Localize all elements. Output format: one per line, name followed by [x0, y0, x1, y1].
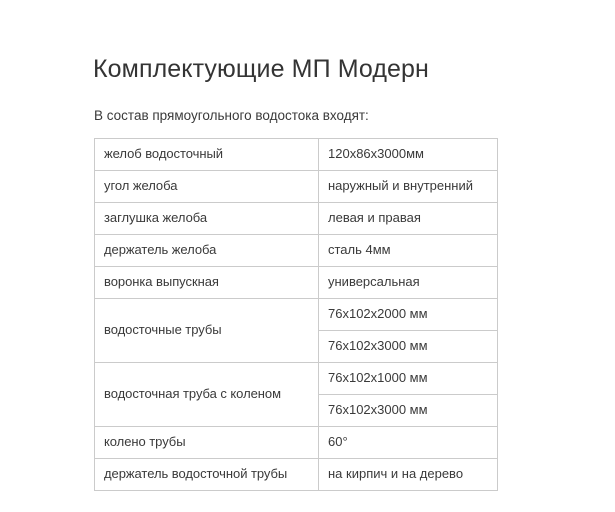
page-title: Комплектующие МП Модерн [93, 55, 429, 83]
table-row [95, 459, 498, 491]
component-value-cell: универсальная [319, 267, 498, 299]
component-value-cell: левая и правая [319, 203, 498, 235]
component-name-cell: водосточные трубы [95, 299, 319, 363]
component-name-cell: колено трубы [95, 427, 319, 459]
component-name-cell: желоб водосточный [95, 139, 319, 171]
component-value-cell: 76x102x3000 мм [319, 331, 498, 363]
component-value-cell: на кирпич и на дерево [319, 459, 498, 491]
component-name-cell: угол желоба [95, 171, 319, 203]
component-value-cell: 120x86x3000мм [319, 139, 498, 171]
table-row [95, 235, 498, 267]
component-name-cell: заглушка желоба [95, 203, 319, 235]
component-value-cell: сталь 4мм [319, 235, 498, 267]
components-spec-table-body [95, 139, 498, 491]
table-row [95, 363, 498, 395]
page-subtitle: В состав прямоугольного водостока входят: [94, 108, 369, 123]
component-value-cell: 76x102x1000 мм [319, 363, 498, 395]
table-row [95, 427, 498, 459]
component-value-cell: 76x102x2000 мм [319, 299, 498, 331]
components-spec-table [94, 138, 498, 491]
table-row [95, 299, 498, 331]
table-row [95, 267, 498, 299]
component-name-cell: водосточная труба с коленом [95, 363, 319, 427]
component-value-cell: наружный и внутренний [319, 171, 498, 203]
component-name-cell: держатель желоба [95, 235, 319, 267]
table-row [95, 171, 498, 203]
component-name-cell: воронка выпускная [95, 267, 319, 299]
table-row [95, 203, 498, 235]
component-value-cell: 76x102x3000 мм [319, 395, 498, 427]
component-name-cell: держатель водосточной трубы [95, 459, 319, 491]
component-value-cell: 60° [319, 427, 498, 459]
table-row [95, 139, 498, 171]
